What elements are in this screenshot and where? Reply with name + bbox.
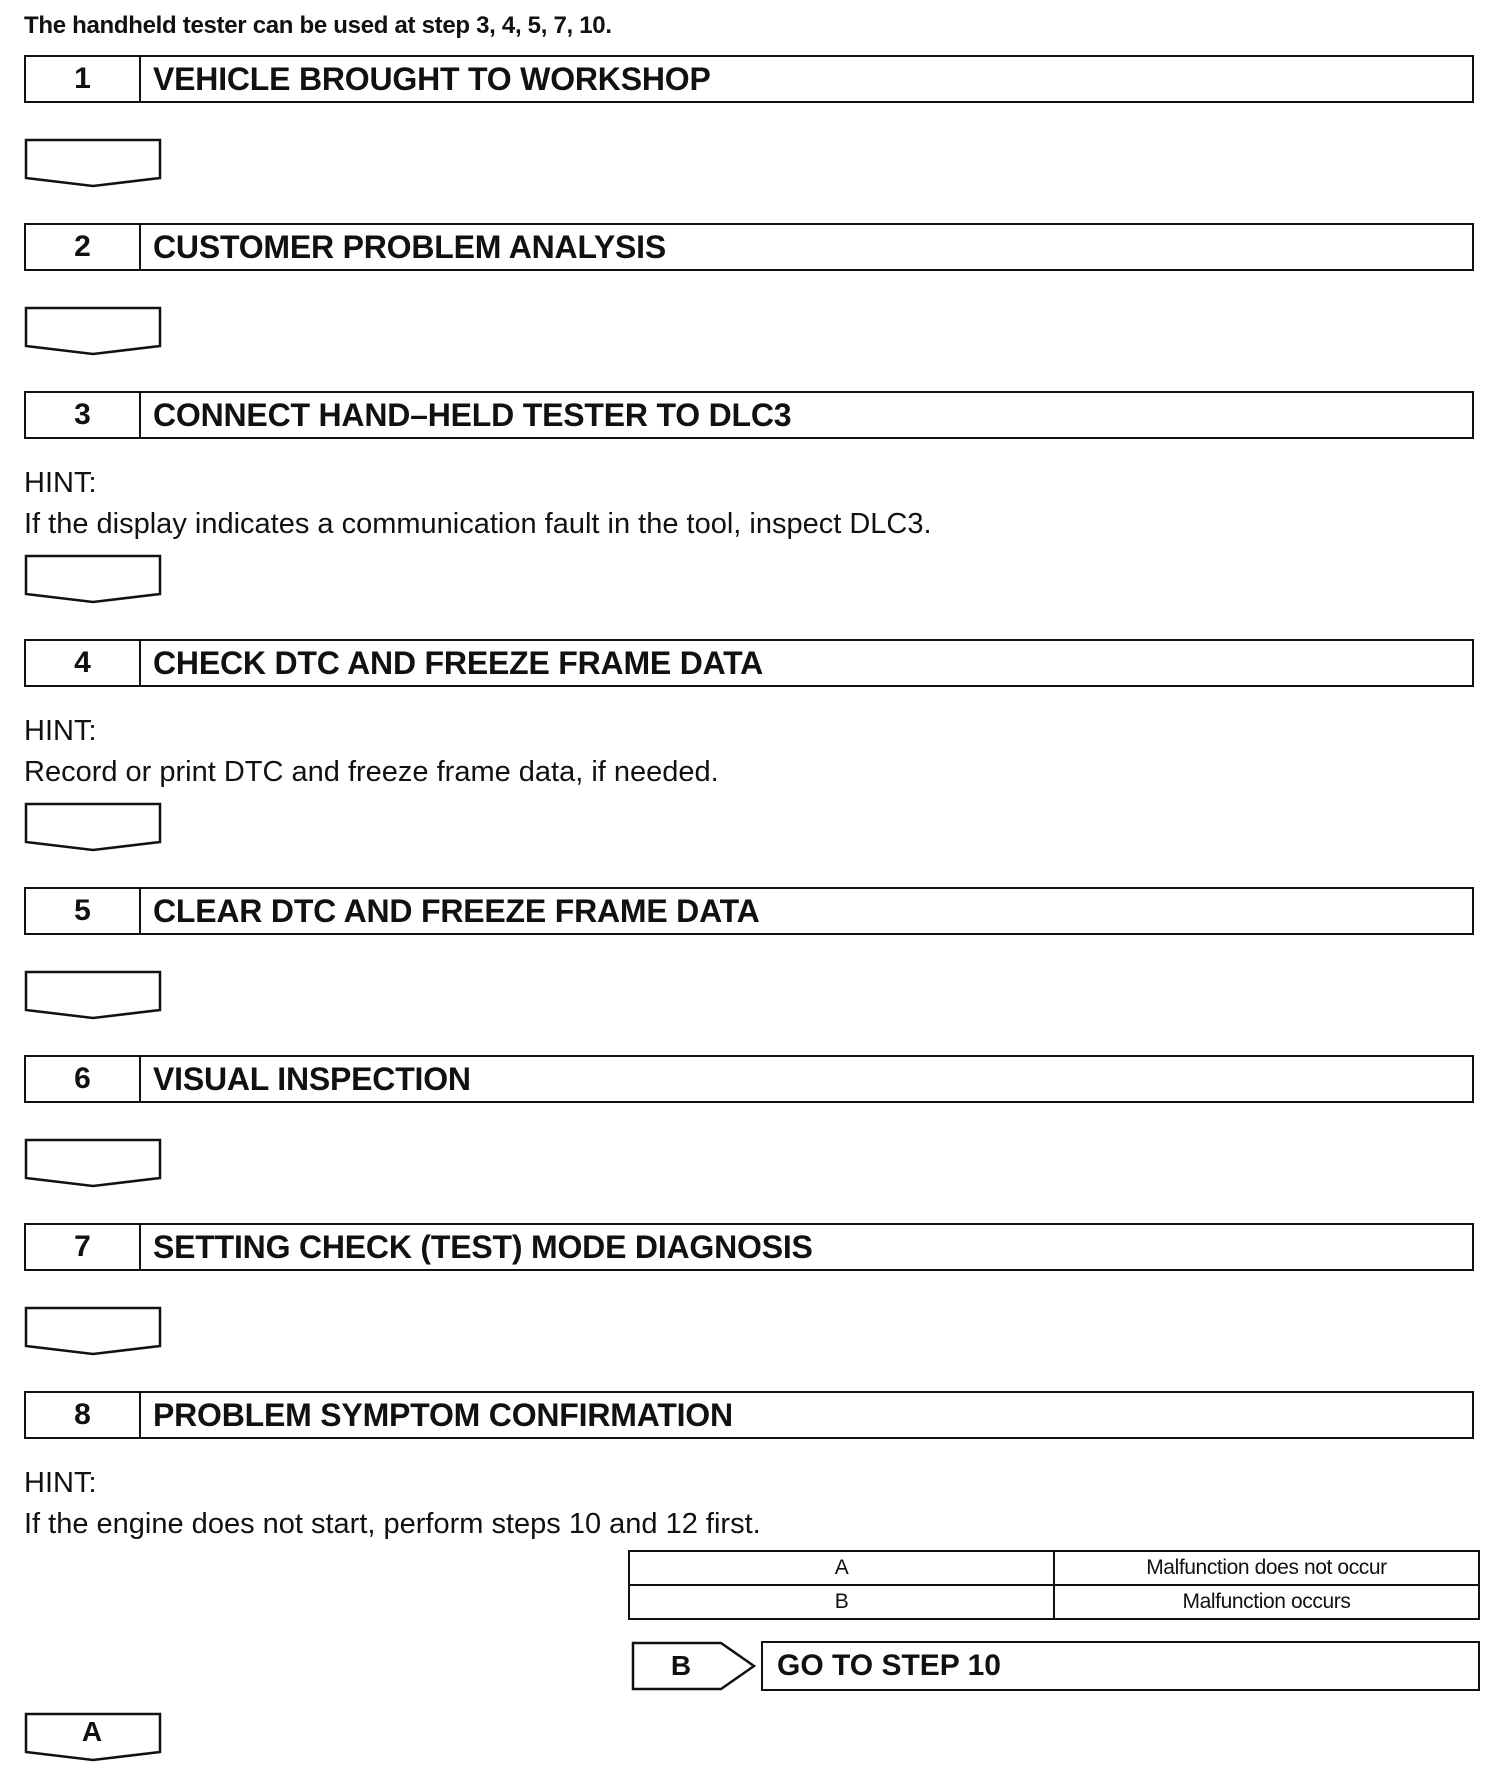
flow-arrow (24, 802, 164, 854)
step-2 (24, 223, 1474, 271)
step-title: CUSTOMER PROBLEM ANALYSIS (153, 228, 666, 265)
step-4 (24, 639, 1474, 687)
step-number: 5 (26, 889, 141, 933)
step-number: 3 (26, 393, 141, 437)
flow-arrow (24, 1306, 164, 1358)
result-code: B (629, 1585, 1054, 1619)
flow-arrow (24, 306, 164, 358)
hint-label: HINT: (24, 467, 97, 499)
result-text: Malfunction does not occur (1054, 1551, 1479, 1585)
goto-target: GO TO STEP 10 (761, 1641, 1480, 1691)
branch-code: B (670, 1650, 692, 1681)
result-code: A (629, 1551, 1054, 1585)
step-title: CHECK DTC AND FREEZE FRAME DATA (153, 644, 764, 681)
table-row (629, 1551, 1479, 1585)
step-5 (24, 887, 1474, 935)
hint-label: HINT: (24, 715, 97, 747)
flow-arrow (24, 554, 164, 606)
step-number: 2 (26, 225, 141, 269)
flow-arrow (24, 138, 164, 190)
table-row (629, 1585, 1479, 1619)
step-7 (24, 1223, 1474, 1271)
step-title: VEHICLE BROUGHT TO WORKSHOP (153, 60, 711, 97)
flow-arrow-a (24, 1712, 164, 1764)
result-text: Malfunction occurs (1054, 1585, 1479, 1619)
step-number: 4 (26, 641, 141, 685)
step-number: 1 (26, 57, 141, 101)
goto-step-branch (631, 1641, 1480, 1691)
flow-arrow (24, 1138, 164, 1190)
flow-arrow-label: A (81, 1716, 103, 1747)
step-title: PROBLEM SYMPTOM CONFIRMATION (153, 1396, 733, 1433)
step-number: 7 (26, 1225, 141, 1269)
hint-text: Record or print DTC and freeze frame data, if needed. (24, 756, 719, 788)
step-title: CLEAR DTC AND FREEZE FRAME DATA (153, 892, 760, 929)
hint-label: HINT: (24, 1467, 97, 1499)
step-number: 8 (26, 1393, 141, 1437)
hint-text: If the engine does not start, perform steps 10 and 12 first. (24, 1508, 761, 1540)
step-1 (24, 55, 1474, 103)
step-8 (24, 1391, 1474, 1439)
intro-note: The handheld tester can be used at step 3, 4, 5, 7, 10. (24, 12, 612, 39)
result-table (628, 1550, 1480, 1620)
step-6 (24, 1055, 1474, 1103)
step-title: VISUAL INSPECTION (153, 1060, 471, 1097)
hint-text: If the display indicates a communication fault in the tool, inspect DLC3. (24, 508, 932, 540)
step-title: SETTING CHECK (TEST) MODE DIAGNOSIS (153, 1228, 813, 1265)
step-title: CONNECT HAND–HELD TESTER TO DLC3 (153, 396, 792, 433)
step-3 (24, 391, 1474, 439)
flow-arrow (24, 970, 164, 1022)
step-number: 6 (26, 1057, 141, 1101)
